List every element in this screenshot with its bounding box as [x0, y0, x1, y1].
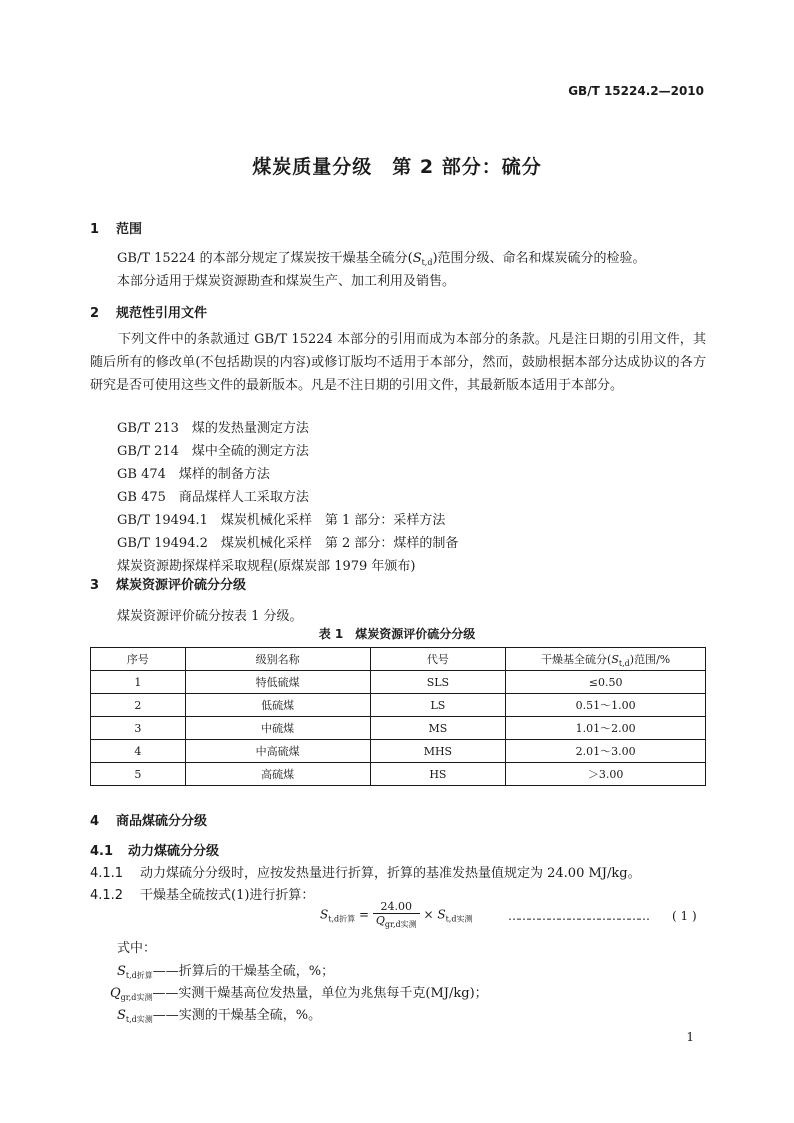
where-description: ——实测的干燥基全硫，%。: [152, 1008, 322, 1023]
reference-item: GB 475 商品煤样人工采取方法: [117, 490, 309, 505]
subscript: t,d: [618, 658, 630, 668]
column-header: 序号: [91, 648, 186, 671]
section-1-heading: [90, 218, 142, 237]
section-1-paragraph-2: 本部分适用于煤炭资源勘查和煤炭生产、加工利用及销售。: [117, 274, 456, 289]
table-cell: 中硫煤: [185, 717, 370, 740]
reference-item: 煤炭资源勘探煤样采取规程(原煤炭部 1979 年颁布): [117, 559, 416, 574]
where-item: [117, 960, 334, 981]
table-cell: MS: [370, 717, 506, 740]
formula-fraction: [373, 900, 420, 930]
table-cell: LS: [370, 694, 506, 717]
table-header-row: [91, 648, 706, 671]
table-cell: 1: [91, 671, 186, 694]
where-subscript: t,d折算: [125, 971, 153, 980]
symbol: S: [412, 251, 422, 266]
where-intro: 式中：: [117, 941, 157, 956]
sulfur-grade-table: [90, 647, 706, 786]
table-row: [91, 740, 706, 763]
formula-rhs-subscript: t,d实测: [445, 914, 473, 924]
symbol: S: [611, 652, 619, 666]
table-cell: 特低硫煤: [185, 671, 370, 694]
formula-times: ×: [423, 907, 434, 922]
reference-item: GB/T 19494.2 煤炭机械化采样 第 2 部分：煤样的制备: [117, 536, 459, 551]
table-cell: 0.51～1.00: [506, 694, 706, 717]
reference-item: GB/T 19494.1 煤炭机械化采样 第 1 部分：采样方法: [117, 513, 446, 528]
where-subscript: t,d实测: [125, 1015, 153, 1024]
where-symbol: S: [117, 1008, 126, 1023]
table-row: [91, 763, 706, 786]
table-cell: 4: [91, 740, 186, 763]
column-header: [506, 648, 706, 671]
clause-number: 4.1.1: [90, 866, 124, 881]
section-number: 4: [90, 814, 100, 829]
formula-lhs-subscript: t,d折算: [328, 914, 356, 924]
formula-equals: =: [358, 907, 370, 922]
section-title: 范围: [116, 222, 143, 237]
formula-leader-dots: ……………………………………: [508, 909, 648, 923]
table-cell: MHS: [370, 740, 506, 763]
document-title: 煤炭质量分级 第 2 部分：硫分: [252, 156, 542, 178]
table-1-caption: 表 1 煤炭资源评价硫分分级: [318, 627, 476, 641]
table-cell: 1.01～2.00: [506, 717, 706, 740]
formula-denom-subscript: gr,d实测: [384, 920, 417, 929]
clause-4-1-1: [90, 862, 641, 881]
subsection-4-1-heading: [90, 840, 219, 859]
formula-1: [320, 900, 472, 930]
formula-rhs-symbol: S: [437, 907, 446, 922]
where-item: [117, 1004, 321, 1025]
section-2-heading: [90, 302, 207, 321]
section-4-heading: [90, 810, 207, 829]
reference-item: GB/T 214 煤中全硫的测定方法: [117, 444, 309, 459]
page-number: 1: [686, 1030, 694, 1044]
column-header: 级别名称: [185, 648, 370, 671]
column-header: 代号: [370, 648, 506, 671]
table-cell: 3: [91, 717, 186, 740]
where-item: [110, 982, 488, 1003]
clause-text: 动力煤硫分分级时，应按发热量进行折算，折算的基准发热量值规定为 24.00 MJ/kg。: [140, 866, 641, 881]
section-title: 商品煤硫分分级: [116, 814, 208, 829]
where-description: ——实测干燥基高位发热量，单位为兆焦每千克(MJ/kg)；: [152, 986, 488, 1001]
text-run: GB/T 15224 的本部分规定了煤炭按干燥基全硫分(: [117, 251, 413, 266]
section-title: 规范性引用文件: [116, 306, 208, 321]
clause-text: 干燥基全硫按式(1)进行折算：: [140, 888, 315, 903]
clause-4-1-2: [90, 884, 314, 903]
subscript: t,d: [421, 258, 433, 267]
header-text: )范围/%: [629, 652, 671, 666]
header-text: 干燥基全硫分(: [541, 652, 612, 666]
table-row: [91, 671, 706, 694]
table-cell: HS: [370, 763, 506, 786]
formula-denominator: [373, 914, 420, 930]
section-3-heading: [90, 574, 246, 593]
table-cell: 2.01～3.00: [506, 740, 706, 763]
table-row: [91, 717, 706, 740]
section-1-paragraph-1: [117, 247, 646, 267]
text-run: )范围分级、命名和煤炭硫分的检验。: [432, 251, 646, 266]
clause-number: 4.1.2: [90, 888, 124, 903]
where-subscript: gr,d实测: [120, 993, 153, 1002]
table-cell: ＞3.00: [506, 763, 706, 786]
subsection-title: 动力煤硫分分级: [128, 844, 220, 859]
subsection-number: 4.1: [90, 844, 114, 859]
formula-numerator: 24.00: [373, 900, 420, 914]
standard-number: GB/T 15224.2—2010: [568, 84, 704, 98]
where-symbol: Q: [110, 986, 121, 1001]
reference-item: GB 474 煤样的制备方法: [117, 467, 270, 482]
reference-item: GB/T 213 煤的发热量测定方法: [117, 421, 309, 436]
table-cell: ≤0.50: [506, 671, 706, 694]
section-2-paragraph: 下列文件中的条款通过 GB/T 15224 本部分的引用而成为本部分的条款。凡是注日期的引用文件，其随后所有的修改单(不包括勘误的内容)或修订版均不适用于本部分，然而，鼓励根据本部分达成协议的各方研究是否可使用这些文件的最新版本。凡是不注日期的引用文件，其最新版本适用于本部分。: [90, 332, 706, 393]
table-cell: SLS: [370, 671, 506, 694]
section-3-paragraph: 煤炭资源评价硫分按表 1 分级。: [117, 609, 303, 624]
table-cell: 5: [91, 763, 186, 786]
where-description: ——折算后的干燥基全硫，%；: [152, 964, 335, 979]
where-symbol: S: [117, 964, 126, 979]
formula-denom-symbol: Q: [375, 914, 385, 927]
table-cell: 低硫煤: [185, 694, 370, 717]
table-row: [91, 694, 706, 717]
table-cell: 高硫煤: [185, 763, 370, 786]
formula-number: ( 1 ): [672, 909, 697, 923]
section-title: 煤炭资源评价硫分分级: [116, 578, 247, 593]
formula-lhs-symbol: S: [320, 907, 329, 922]
section-number: 2: [90, 306, 100, 321]
section-number: 3: [90, 578, 100, 593]
section-number: 1: [90, 222, 100, 237]
table-cell: 2: [91, 694, 186, 717]
table-cell: 中高硫煤: [185, 740, 370, 763]
